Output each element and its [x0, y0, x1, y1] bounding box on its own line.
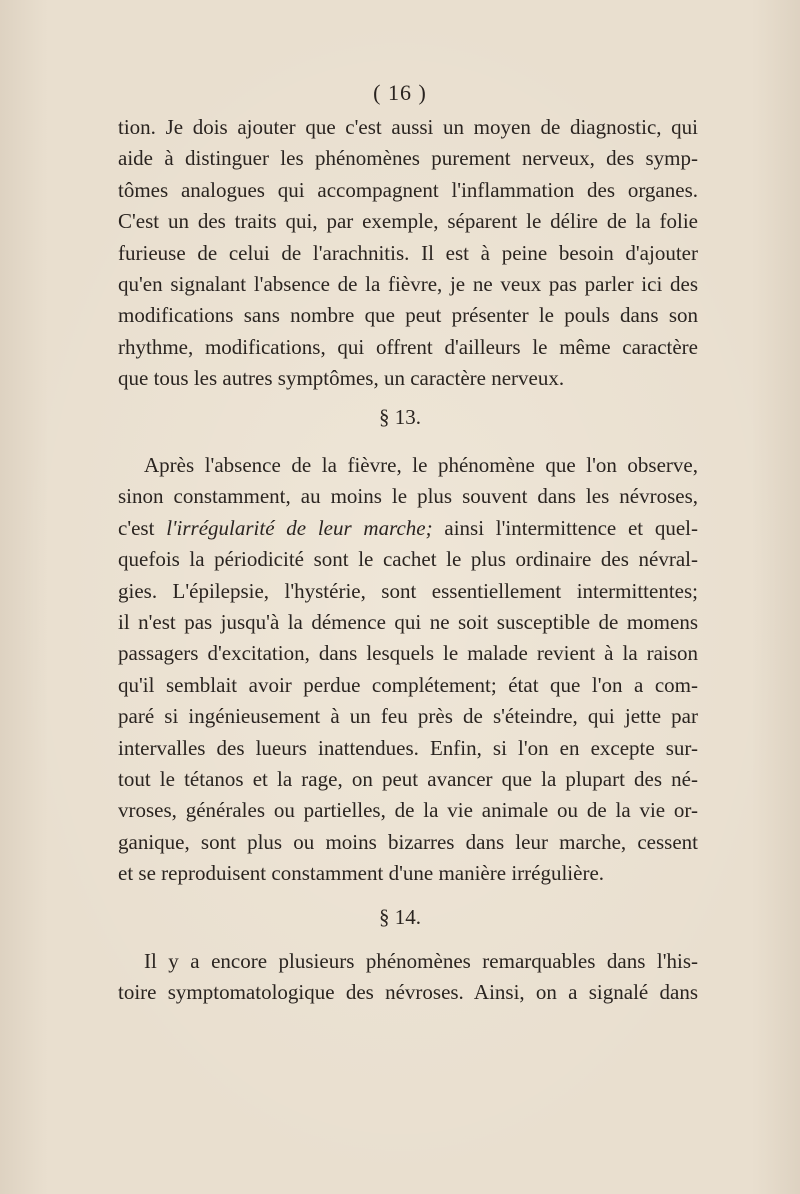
text-line: tômes analogues qui accompagnent l'inflammation des organes. [118, 177, 698, 202]
italic-phrase: l'irrégularité de leur marche; [166, 515, 433, 540]
text-line: qu'il semblait avoir perdue complétement; état que l'on a com- [118, 672, 698, 697]
text-line: intervalles des lueurs inattendues. Enfin, si l'on en excepte sur- [118, 735, 698, 760]
text-line: sinon constamment, au moins le plus souvent dans les névroses, [118, 484, 698, 509]
text-line: qu'en signalant l'absence de la fièvre, je ne veux pas parler ici des [118, 271, 698, 296]
text-line: Il y a encore plusieurs phénomènes remarquables dans l'his- [144, 949, 698, 973]
page-number: ( 16 ) [373, 80, 427, 105]
text-line: paré si ingénieusement à un feu près de s'éteindre, qui jette par [118, 704, 698, 729]
text-line: tion. Je dois ajouter que c'est aussi un moyen de diagnostic, qui [118, 115, 698, 139]
text-line: furieuse de celui de l'arachnitis. Il est à peine besoin d'ajouter [118, 240, 698, 265]
text-line: quefois la périodicité sont le cachet le plus ordinaire des névral- [118, 547, 698, 572]
text-line: toire symptomatologique des névroses. Ainsi, on a signalé dans [118, 980, 698, 1005]
text-segment: ainsi l'intermittence et quel- [444, 515, 699, 540]
text-line: C'est un des traits qui, par exemple, séparent le délire de la folie [118, 209, 698, 234]
text-line: ganique, sont plus ou moins bizarres dans leur marche, cessent [118, 829, 698, 854]
text-line: vroses, générales ou partielles, de la vie animale ou de la vie or- [118, 798, 698, 823]
text-line: modifications sans nombre que peut présenter le pouls dans son [118, 303, 698, 328]
section-heading-14: § 14. [379, 905, 421, 929]
text-line: passagers d'excitation, dans lesquels le malade revient à la raison [118, 641, 698, 666]
text-line: et se reproduisent constamment d'une manière irrégulière. [118, 861, 605, 886]
text-line: rhythme, modifications, qui offrent d'ailleurs le même caractère [118, 334, 698, 359]
text-line: Après l'absence de la fièvre, le phénomène que l'on observe, [144, 453, 698, 477]
paragraph-2 [118, 450, 698, 889]
paragraph-3 [118, 946, 698, 1009]
text-segment: c'est [118, 515, 155, 540]
text-line-with-italic [118, 513, 698, 544]
text-line: que tous les autres symptômes, un caractère nerveux. [118, 366, 565, 391]
text-line: aide à distinguer les phénomènes purement nerveux, des symp- [118, 146, 698, 171]
text-line: gies. L'épilepsie, l'hystérie, sont essentiellement intermittentes; [118, 578, 698, 603]
paragraph-1 [118, 112, 698, 395]
text-line: il n'est pas jusqu'à la démence qui ne soit susceptible de momens [118, 609, 698, 634]
section-heading-13: § 13. [379, 405, 421, 429]
text-line: tout le tétanos et la rage, on peut avancer que la plupart des né- [118, 766, 698, 791]
